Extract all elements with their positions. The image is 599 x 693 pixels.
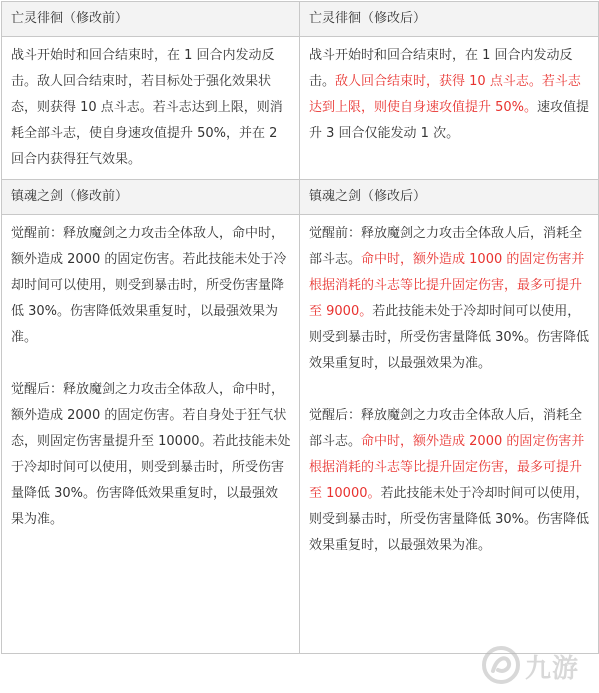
skill-desc-after <box>300 37 599 180</box>
table-row <box>2 180 599 215</box>
changed-text: 命中时，额外造成 1000 的固定伤害并根据消耗的斗志等比提升固定伤害，最多可提升至 9000。 <box>309 252 585 319</box>
skill-header-after: 亡灵徘徊（修改后） <box>300 2 599 37</box>
text-run: 觉醒前：释放魔剑之力攻击全体敌人后，消耗全部斗志。 <box>309 226 583 267</box>
skill-header-after: 镇魂之剑（修改后） <box>300 180 599 215</box>
text-run: 战斗开始时和回合结束时，在 1 回合内发动反击。 <box>309 48 573 89</box>
text-run: 若此技能未处于冷却时间可以使用，则受到暴击时，所受伤害量降低 30%。伤害降低效果重复时，以最强效果为准。 <box>309 304 590 371</box>
text-run: 觉醒后：释放魔剑之力攻击全体敌人，命中时，额外造成 2000 的固定伤害。若自身处于狂气状态，则固定伤害量提升至 10000。若此技能未处于冷却时间可以使用，则受到暴击时，所受伤害量降低 30%。伤害降低效果重复时，以最强效果为准。 <box>11 382 291 527</box>
skill-header-before: 镇魂之剑（修改前） <box>2 180 300 215</box>
text-run: 战斗开始时和回合结束时，在 1 回合内发动反击。敌人回合结束时，若目标处于强化效果状态，则获得 10 点斗志。若斗志达到上限，则消耗全部斗志，使自身速攻值提升 50%，并在 2 回合内获得狂气效果。 <box>11 48 283 167</box>
changed-text: 命中时，额外造成 2000 的固定伤害并根据消耗的斗志等比提升固定伤害，最多可提升至 10000。 <box>309 434 585 501</box>
skill-desc-before <box>2 37 300 180</box>
watermark <box>479 643 591 687</box>
text-run: 觉醒后：释放魔剑之力攻击全体敌人后，消耗全部斗志。 <box>309 408 583 449</box>
text-run: 若此技能未处于冷却时间可以使用，则受到暴击时，所受伤害量降低 30%。伤害降低效果重复时，以最强效果为准。 <box>309 486 590 553</box>
paragraph <box>11 43 291 173</box>
text-run: 觉醒前：释放魔剑之力攻击全体敌人，命中时，额外造成 2000 的固定伤害。若此技能未处于冷却时间可以使用，则受到暴击时，所受伤害量降低 30%。伤害降低效果重复时，以最强效果为准。 <box>11 226 287 345</box>
table-row <box>2 37 599 180</box>
nine-game-logo-icon <box>479 643 523 687</box>
table-row <box>2 2 599 37</box>
text-run: 速攻值提升 3 回合仅能发动 1 次。 <box>309 100 590 141</box>
skill-desc-before <box>2 215 300 654</box>
changed-text: 敌人回合结束时，获得 10 点斗志。若斗志达到上限，则使自身速攻值提升 50%。 <box>309 74 581 115</box>
paragraph <box>11 221 291 351</box>
paragraph <box>309 221 590 377</box>
skill-header-before: 亡灵徘徊（修改前） <box>2 2 300 37</box>
paragraph <box>309 43 590 147</box>
paragraph <box>11 377 291 533</box>
skill-desc-after <box>300 215 599 654</box>
table-row <box>2 215 599 654</box>
watermark-text: 九游 <box>525 654 580 684</box>
paragraph-gap <box>309 377 590 403</box>
comparison-table <box>1 1 599 654</box>
paragraph-gap <box>11 351 291 377</box>
paragraph <box>309 403 590 559</box>
